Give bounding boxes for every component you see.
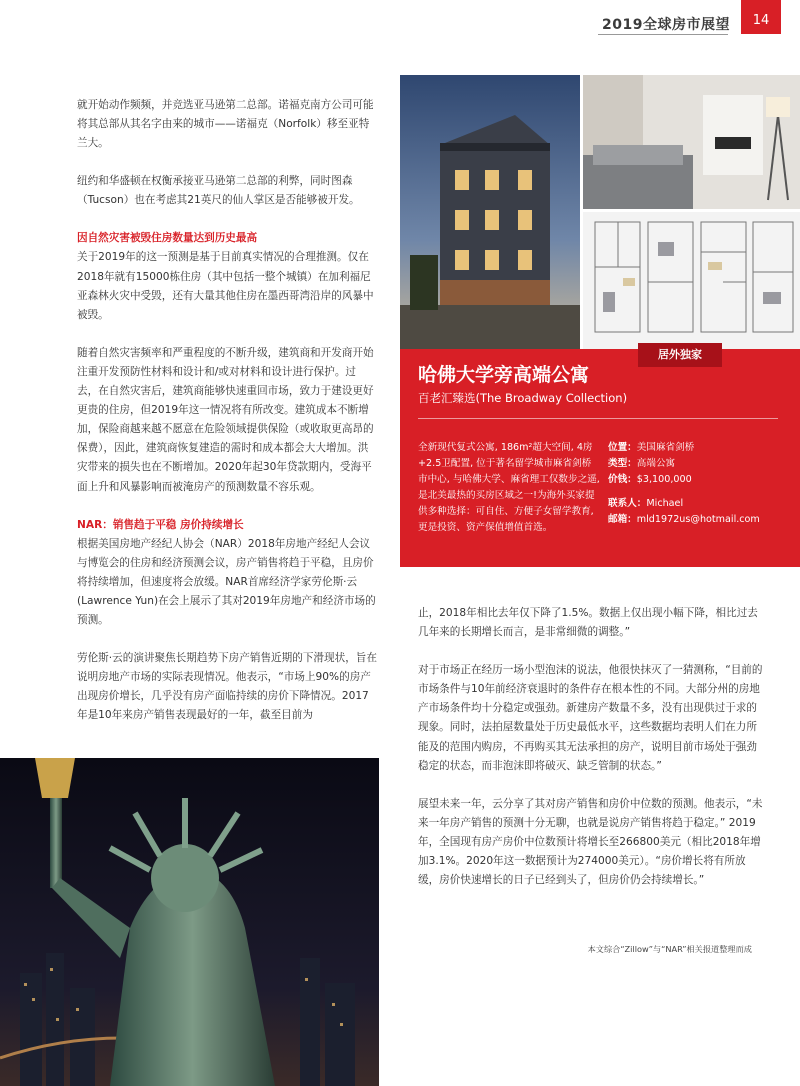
info-value: Michael: [646, 498, 684, 509]
paragraph: 劳伦斯·云的演讲聚焦长期趋势下房产销售近期的下滑现状，旨在说明房地产市场的实际表现情况。他表示，“市场上90%的房产出现房价增长，几乎没有房产面临持续的房价下降情况。2017年是10年来房产销售表现最好的一年，截至目前为: [77, 652, 377, 722]
left-column: [77, 96, 377, 744]
info-key: 价钱：: [608, 474, 637, 485]
card-divider: [418, 418, 778, 419]
info-key: 联系人：: [608, 498, 647, 509]
paragraph: 根据美国房地产经纪人协会（NAR）2018年房地产经纪人会议与博览会的住房和经济预测会议，房产销售将趋于平稳，且房价将持续增加，但速度将会放缓。NAR首席经济学家劳伦斯·云(Lawrence Yun)在会上展示了其对2019年房地产和经济市场的预测。: [77, 537, 376, 626]
paragraph: 展望未来一年，云分享了其对房产销售和房价中位数的预测。他表示，“未来一年房产销售的预测十分无聊，也就是说房产销售将趋于稳定。” 2019年，全国现有房产房价中位数预计将增长至266800美元（相比2018年增加3.1%。2020年这一数据预计为274000美元）。“房价增长将有所放缓，房价快速增长的日子已经到头了，但房价仍会持续增长。”: [418, 797, 763, 887]
paragraph: 纽约和华盛顿在权衡承接亚马逊第二总部的利弊，同时图森（Tucson）也在考虑其21英尺的仙人掌区是否能够被开发。: [77, 175, 360, 207]
listing-subtitle: 百老汇臻选(The Broadway Collection): [418, 391, 628, 405]
info-type: [608, 456, 788, 472]
paragraph: 对于市场正在经历一场小型泡沫的说法，他很快抹灭了一猜测称，“目前的市场条件与10年前经济衰退时的条件存在根本性的不同。大部分州的房地产市场条件均十分稳定或强劲。新建房产数量不多，没有出现供过于求的现象。同时，法拍屋数量处于历史最低水平，这些数据均表明人们在力所能及的范围内购房，不再购买其无法承担的房产，说明目前市场处于强劲稳定的状态，而非泡沫即将破灭、缺乏管制的状态。”: [418, 664, 763, 772]
paragraph: 随着自然灾害频率和严重程度的不断升级，建筑商和开发商开始注重开发预防性材料和设计和/或对材料和设计进行保护。过去，在自然灾害后，建筑商能够快速重回市场，致力于建设更好更贵的住房，但2019年这一情况将有所改变。建筑成本不断增加，保险商越来越不愿意在危险领域提供保险（或收取更高昂的保费），因此，建筑商恢复建造的需时和成本都会大大增加。洪灾带来的损失也在不断增加。2020年起30年贷款期内，受海平面上升和风暴影响而被淹房产的预测数量不容乐观。: [77, 346, 374, 493]
page-number: 14: [741, 0, 781, 34]
info-price: [608, 472, 788, 488]
floor-plan-image: [583, 212, 800, 349]
section-heading-disaster: 因自然灾害被毁住房数量达到历史最高: [77, 232, 258, 245]
listing-description: 全新现代复式公寓, 186m²超大空间, 4房+2.5卫配置, 位于著名留学城市麻省剑桥市中心, 与哈佛大学、麻省理工仅数步之遥, 是北美最热的买房区域之一!为海外买家提供多种选择：可自住、方便子女留学教育, 更是投资、资产保值增值首选。: [418, 442, 600, 533]
statue-of-liberty-photo: [0, 758, 379, 1086]
info-location: [608, 440, 788, 456]
info-value: 高端公寓: [636, 458, 676, 469]
magazine-title: 2019全球房市展望: [602, 17, 730, 33]
info-value: $3,100,000: [636, 474, 692, 485]
info-value: 美国麻省剑桥: [636, 442, 695, 453]
listing-info: [608, 440, 788, 528]
paragraph: 止，2018年相比去年仅下降了1.5%。数据上仅出现小幅下降，相比过去几年来的长期增长而言，是非常细微的调整。”: [418, 607, 758, 639]
info-contact: [608, 496, 788, 512]
section-heading-nar: NAR：销售趋于平稳 房价持续增长: [77, 518, 244, 531]
paragraph: 关于2019年的这一预测是基于目前真实情况的合理推测。仅在2018年就有15000栋住房（其中包括一整个城镇）在加利福尼亚森林火灾中受毁，还有大量其他住房在墨西哥湾沿岸的风暴中被毁。: [77, 251, 374, 321]
right-column: [418, 604, 763, 909]
exclusive-badge: 居外独家: [638, 343, 722, 367]
info-key: 类型：: [608, 458, 637, 469]
property-interior-photo: [583, 75, 800, 209]
source-note: 本文综合“Zillow”与“NAR”相关报道整理而成: [587, 944, 752, 954]
info-spacer: [608, 488, 788, 496]
info-key: 位置：: [608, 442, 637, 453]
property-exterior-photo: [400, 75, 580, 349]
paragraph: 就开始动作频频，并竞选亚马逊第二总部。诺福克南方公司可能将其总部从其名字由来的城市——诺福克（Norfolk）移至亚特兰大。: [77, 99, 374, 150]
email-link[interactable]: mld1972us@hotmail.com: [636, 514, 760, 525]
info-key: 邮箱：: [608, 514, 637, 525]
header-divider: [598, 34, 728, 35]
listing-title: 哈佛大学旁高端公寓: [418, 364, 590, 386]
info-email[interactable]: [608, 512, 788, 528]
